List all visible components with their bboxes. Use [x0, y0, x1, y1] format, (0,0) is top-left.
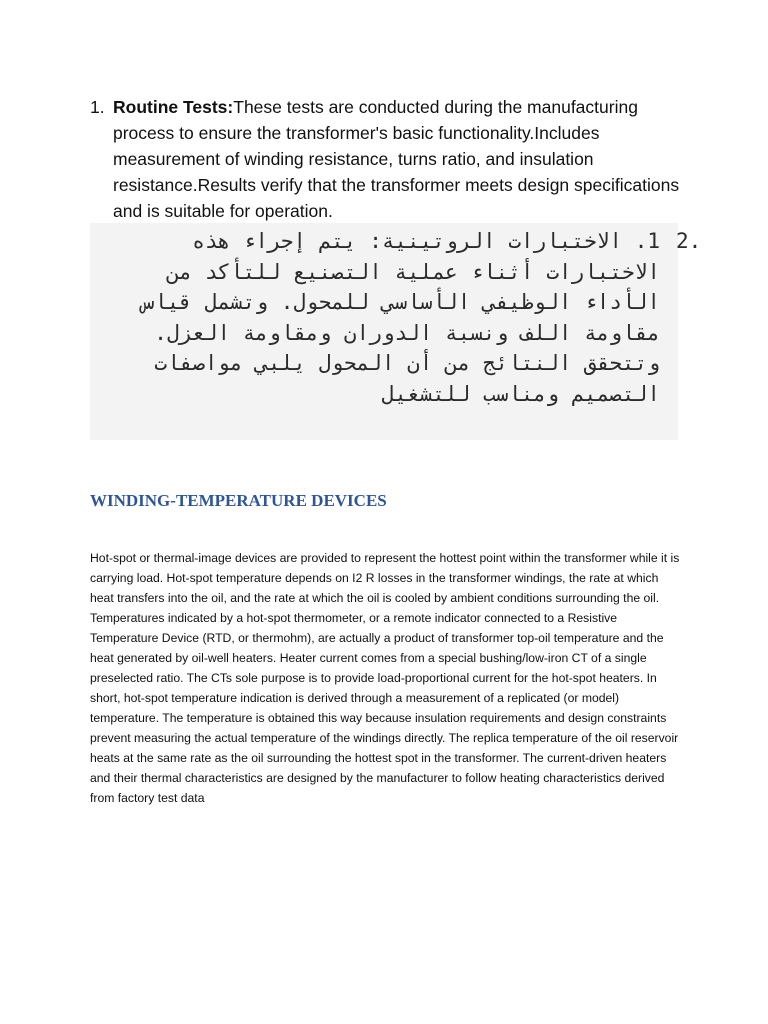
arabic-list-number: 2.: [676, 229, 702, 253]
section-paragraph: Hot-spot or thermal-image devices are provided to represent the hottest point within the transformer while it is carrying load. Hot-spot temperature depends on I2 R losses in the transformer windings, the rate at which heat transfers into the oil, and the rate at which the oil is cooled by ambient conditions surrounding the oil. Temperatures indicated by a hot-spot thermometer, or a remote indicator connected to a Resistive Temperature Device (RTD, or thermohm), are actually a product of transformer top-oil temperature and the heat generated by oil-well heaters. Heater current comes from a special bushing/low-iron CT of a single preselected ratio. The CTs sole purpose is to provide load-proportional current for the hot-spot heaters. In short, hot-spot temperature indication is derived through a measurement of a replicated (or model) temperature. The temperature is obtained this way because insulation requirements and design constraints prevent measuring the actual temperature of the windings directly. The replica temperature of the oil reservoir heats at the same rate as the oil surrounding the hottest spot in the transformer. The current-driven heaters and their thermal characteristics are designed by the manufacturer to follow heating characteristics derived from factory test data: [90, 551, 680, 805]
arabic-list-item-text: 1. الاختبارات الروتينية: يتم إجراء هذه الاختبارات أثناء عملية التصنيع للتأكد من الأداء الوظيفي الأساسي للمحول. وتشمل قياس مقاومة اللف ونسبة الدوران ومقاومة العزل. وتتحقق النتائج من أن المحول يلبي مواصفات التصميم ومناسب للتشغيل: [141, 229, 660, 406]
list-item-lead: Routine Tests:: [113, 97, 234, 117]
section-heading: WINDING-TEMPERATURE DEVICES: [90, 491, 387, 510]
list-number: 1.: [90, 97, 105, 117]
list-item-routine-tests: [90, 94, 690, 224]
list-item-text: These tests are conducted during the manufacturing process to ensure the transformer's basic functionality.Includes measurement of winding resistance, turns ratio, and insulation resistance.Results verify that the transformer meets design specifications and is suitable for operation.: [113, 97, 680, 221]
list-item-body: [113, 94, 690, 224]
